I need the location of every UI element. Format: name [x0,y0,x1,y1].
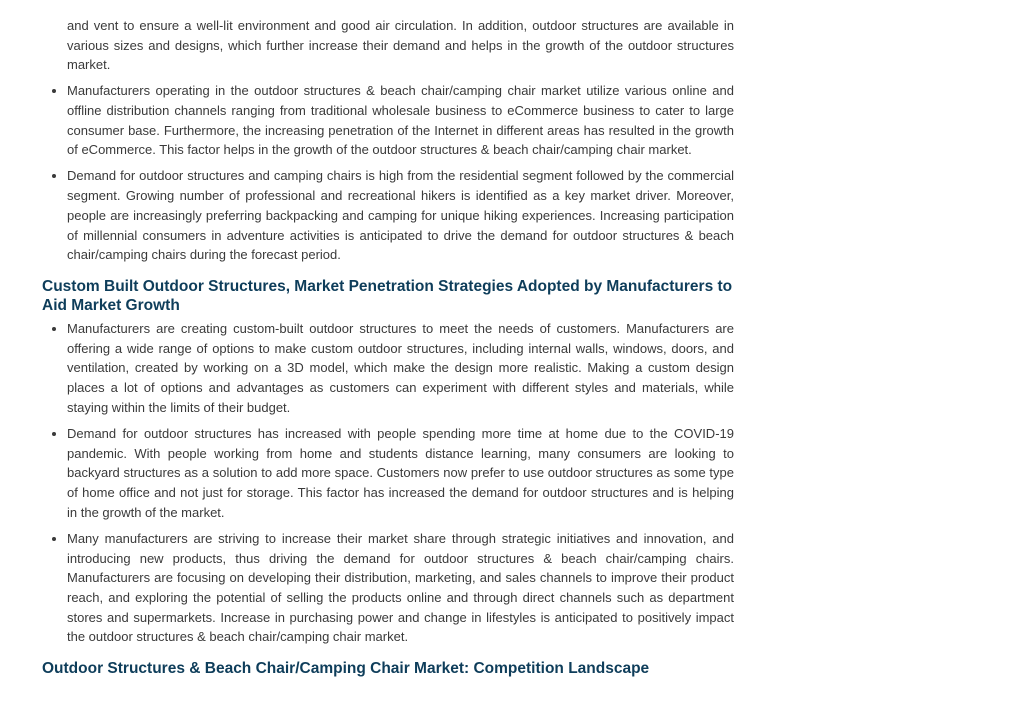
article-body [42,16,734,678]
section-heading-competition-landscape: Outdoor Structures & Beach Chair/Camping Chair Market: Competition Landscape [42,660,650,678]
list-item: • Demand for outdoor structures has increased with people spending more time at home due to the COVID-19 pandemic. With people working from home and students distance learning, many consumers are looking to backyard structures as a solution to add more space. Customers now prefer to use outdoor structures as some type of home office and not just for storage. This factor has increased the demand for outdoor structures and is helping in the growth of the market. [67,424,734,523]
list-item: • Demand for outdoor structures and camping chairs is high from the residential segment followed by the commercial segment. Growing number of professional and recreational hikers is identified as a key market driver. Moreover, people are increasingly preferring backpacking and camping for unique hiking experiences. Increasing participation of millennial consumers in adventure activities is anticipated to drive the demand for outdoor structures & beach chair/camping chairs during the forecast period. [67,166,734,265]
intro-continuation-text: and vent to ensure a well-lit environment and good air circulation. In addition, outdoor structures are available in various sizes and designs, which further increase their demand and helps in the growth of the outdoor structures market. [67,18,734,73]
list-item: • Many manufacturers are striving to increase their market share through strategic initiatives and innovation, and introducing new products, thus driving the demand for outdoor structures & beach chair/camping chairs. Manufacturers are focusing on developing their distribution, marketing, and sales channels to improve their product reach, and exploring the potential of selling the products online and through direct channels such as department stores and supermarkets. Increase in purchasing power and change in lifestyles is anticipated to positively impact the outdoor structures & beach chair/camping chair market. [67,529,734,647]
list-item: • Manufacturers operating in the outdoor structures & beach chair/camping chair market utilize various online and offline distribution channels ranging from traditional wholesale business to eCommerce business to cater to large consumer base. Furthermore, the increasing penetration of the Internet in different areas has resulted in the growth of eCommerce. This factor helps in the growth of the outdoor structures & beach chair/camping chair market. [67,81,734,160]
custom-built-bullet-list [42,319,734,647]
list-item: • Manufacturers are creating custom-built outdoor structures to meet the needs of customers. Manufacturers are offering a wide range of options to make custom outdoor structures, including internal walls, windows, doors, and ventilation, created by working on a 3D model, which make the design more realistic. Making a custom design places a lot of options and advantages as customers can experiment with different styles and materials, while staying within the limits of their budget. [67,319,734,418]
section-heading-custom-built: Custom Built Outdoor Structures, Market Penetration Strategies Adopted by Manufacturers to Aid Market Growth [42,277,733,314]
intro-bullet-list [42,81,734,265]
